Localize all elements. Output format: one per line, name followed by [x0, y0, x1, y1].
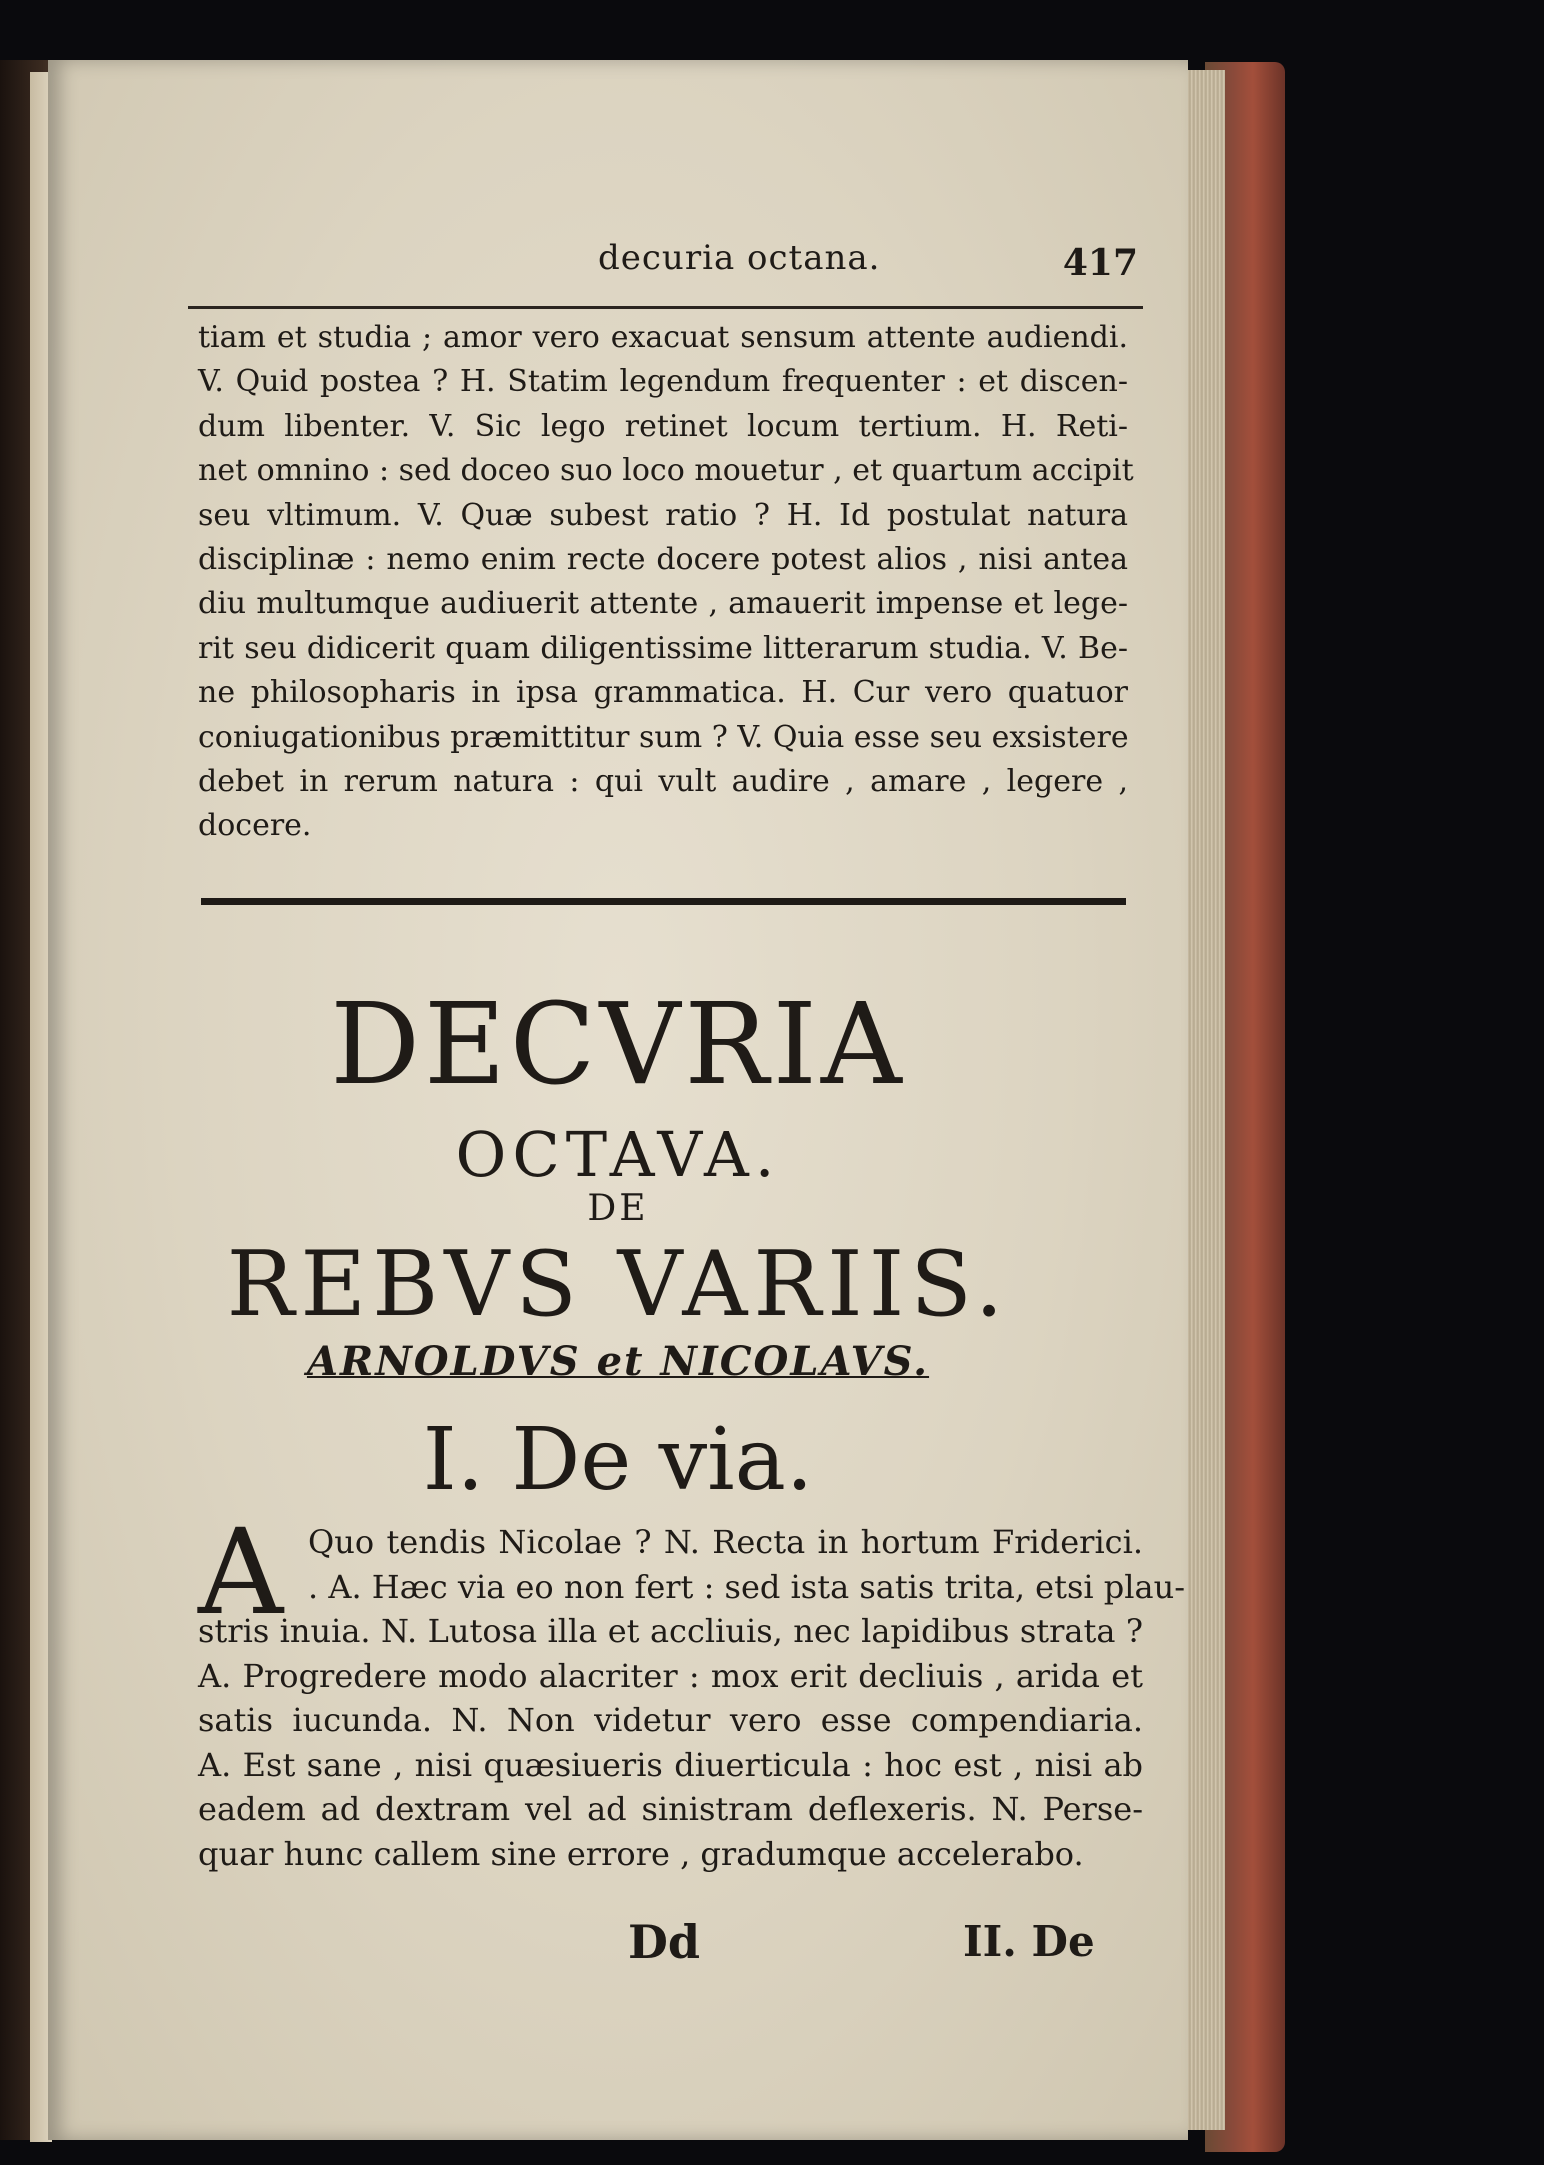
- running-head: [168, 188, 1138, 308]
- text-line: stris inuia. N. Lutosa illa et accliuis, nec lapidibus strata ?: [198, 1612, 1143, 1650]
- page-footer: [48, 1915, 1188, 1975]
- section-heading: I. De via.: [422, 1410, 814, 1510]
- chapter-subtitle: OCTAVA.: [455, 1118, 781, 1191]
- chapter-subject: REBVS VARIIS.: [226, 1232, 1010, 1337]
- text-line: A. Progredere modo alacriter : mox erit decliuis , arida et: [198, 1656, 1143, 1695]
- text-line: . A. Hæc via eo non fert : sed ista satis trita, etsi plau-: [308, 1567, 1186, 1606]
- section-divider: [201, 898, 1126, 905]
- text-line: rit seu didicerit quam diligentissime litterarum studia. V. Be-: [198, 630, 1128, 666]
- running-head-title: decuria octana.: [598, 238, 881, 278]
- drop-cap: A: [198, 1503, 284, 1641]
- text-line: Quo tendis Nicolae ? N. Recta in hortum Friderici.: [308, 1523, 1143, 1561]
- text-line: debet in rerum natura : qui vult audire , amare , legere ,: [198, 764, 1128, 800]
- dialogue-paragraph: [198, 1503, 1186, 1876]
- signature-mark: Dd: [628, 1915, 701, 1969]
- chapter-title: DECVRIA: [330, 980, 906, 1110]
- text-line: disciplinæ : nemo enim recte docere potest alios , nisi antea: [198, 542, 1128, 578]
- chapter-de: DE: [587, 1188, 649, 1229]
- text-line: satis iucunda. N. Non videtur vero esse compendiaria.: [198, 1701, 1143, 1739]
- text-line: net omnino : sed doceo suo loco mouetur , et quartum accipit: [198, 453, 1134, 489]
- text-line: eadem ad dextram vel ad sinistram deflexeris. N. Perse-: [198, 1790, 1143, 1828]
- book-page: [48, 60, 1188, 2140]
- text-line: docere.: [198, 808, 312, 844]
- text-line: seu vltimum. V. Quæ subest ratio ? H. Id postulat natura: [198, 497, 1128, 533]
- text-line: diu multumque audiuerit attente , amauerit impense et lege-: [198, 586, 1128, 622]
- header-rule: [188, 306, 1143, 309]
- text-line: A. Est sane , nisi quæsiueris diuerticula : hoc est , nisi ab: [198, 1745, 1143, 1784]
- text-line: dum libenter. V. Sic lego retinet locum tertium. H. Reti-: [198, 408, 1128, 444]
- text-line: coniugationibus præmittitur sum ? V. Quia esse seu exsistere: [198, 719, 1129, 755]
- text-line: V. Quid postea ? H. Statim legendum frequenter : et discen-: [198, 364, 1128, 400]
- continuation-paragraph: [198, 316, 1134, 849]
- text-line: tiam et studia ; amor vero exacuat sensum attente audiendi.: [198, 320, 1128, 355]
- text-line: quar hunc callem sine errore , gradumque accelerabo.: [198, 1834, 1084, 1873]
- dialogue-persons: ARNOLDVS et NICOLAVS.: [306, 1338, 930, 1385]
- text-line: ne philosopharis in ipsa grammatica. H. Cur vero quatuor: [198, 675, 1128, 711]
- page-number: 417: [1062, 242, 1138, 284]
- catchword: II. De: [963, 1917, 1095, 1966]
